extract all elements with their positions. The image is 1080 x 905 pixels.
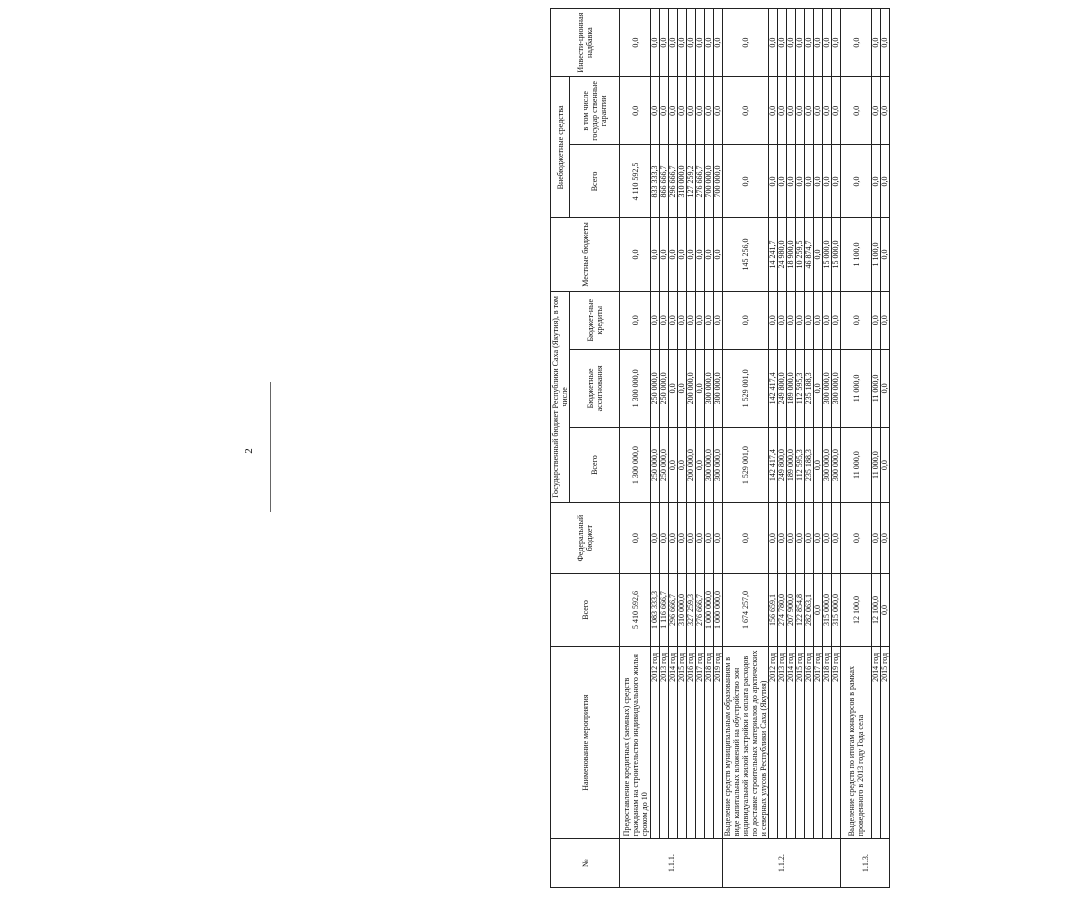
year-value-cell: 310 000,0 — [678, 573, 687, 646]
year-value-cell: 0,0 — [814, 145, 823, 218]
year-value-cell: 276 666,7 — [696, 145, 705, 218]
section-number: 1.1.3. — [841, 839, 890, 888]
year-value-cell: 0,0 — [651, 77, 660, 145]
section-value-cell: 1 300 000,0 — [620, 349, 651, 427]
year-value-cell: 0,0 — [678, 9, 687, 77]
year-value-cell: 282 063,1 — [805, 573, 814, 646]
year-value-cell: 0,0 — [714, 503, 723, 574]
year-value-cell: 0,0 — [714, 291, 723, 349]
header-rep-credit: Бюджет-ные кредиты — [570, 291, 620, 349]
year-value-cell: 0,0 — [881, 218, 890, 291]
year-value-cell: 0,0 — [823, 291, 832, 349]
year-value-cell: 1 000 000,0 — [714, 573, 723, 646]
year-value-cell: 0,0 — [872, 77, 881, 145]
year-label: 2019 год — [832, 646, 841, 838]
year-row — [823, 9, 832, 888]
year-value-cell: 0,0 — [687, 77, 696, 145]
year-value-cell: 0,0 — [678, 218, 687, 291]
section-value-cell: 12 100,0 — [841, 573, 872, 646]
year-value-cell: 0,0 — [705, 291, 714, 349]
year-value-cell: 296 666,7 — [669, 573, 678, 646]
year-row — [796, 9, 805, 888]
year-value-cell: 10 259,5 — [796, 218, 805, 291]
year-value-cell: 300 000,0 — [823, 349, 832, 427]
year-value-cell: 0,0 — [651, 503, 660, 574]
year-label: 2012 год — [769, 646, 778, 838]
year-value-cell: 833 333,3 — [651, 145, 660, 218]
section-value-cell: 11 000,0 — [841, 349, 872, 427]
year-value-cell: 0,0 — [705, 218, 714, 291]
year-value-cell: 15 000,0 — [823, 218, 832, 291]
section-value-cell: 0,0 — [723, 145, 769, 218]
year-value-cell: 0,0 — [696, 291, 705, 349]
section-name: Предоставление кредитных (заемных) средств гражданам на строительство индивидуального жилья сроком до 10 — [620, 646, 651, 838]
section-value-cell: 1 300 000,0 — [620, 427, 651, 502]
year-label: 2015 год — [881, 646, 890, 838]
section-value-cell: 1 100,0 — [841, 218, 872, 291]
year-value-cell: 0,0 — [678, 427, 687, 502]
year-value-cell: 0,0 — [660, 291, 669, 349]
year-value-cell: 250 000,0 — [660, 427, 669, 502]
header-invest: Инвести-ционная надбавка — [551, 9, 620, 77]
year-row — [832, 9, 841, 888]
year-value-cell: 0,0 — [814, 349, 823, 427]
year-value-cell: 0,0 — [778, 77, 787, 145]
year-label: 2018 год — [823, 646, 832, 838]
year-value-cell: 156 659,1 — [769, 573, 778, 646]
year-value-cell: 0,0 — [787, 9, 796, 77]
header-extra-total: Всего — [570, 145, 620, 218]
header-rep-total: Всего — [570, 427, 620, 502]
year-row — [881, 9, 890, 888]
section-value-cell: 0,0 — [620, 291, 651, 349]
section-number: 1.1.1. — [620, 839, 723, 888]
year-value-cell: 249 800,0 — [778, 427, 787, 502]
year-value-cell: 300 000,0 — [705, 427, 714, 502]
year-value-cell: 300 000,0 — [705, 349, 714, 427]
year-value-cell: 276 666,7 — [696, 573, 705, 646]
year-value-cell: 0,0 — [872, 503, 881, 574]
year-value-cell: 0,0 — [814, 427, 823, 502]
header-total: Всего — [551, 573, 620, 646]
year-value-cell: 1 000 000,0 — [705, 573, 714, 646]
section-value-cell: 0,0 — [620, 503, 651, 574]
year-value-cell: 0,0 — [696, 427, 705, 502]
year-value-cell: 15 000,0 — [832, 218, 841, 291]
year-value-cell: 12 100,0 — [872, 573, 881, 646]
year-label: 2019 год — [714, 646, 723, 838]
year-value-cell: 300 000,0 — [823, 427, 832, 502]
year-value-cell: 0,0 — [796, 503, 805, 574]
section-value-cell: 11 000,0 — [841, 427, 872, 502]
year-value-cell: 0,0 — [814, 573, 823, 646]
year-value-cell: 300 000,0 — [714, 427, 723, 502]
year-value-cell: 0,0 — [778, 9, 787, 77]
year-value-cell: 0,0 — [796, 9, 805, 77]
year-value-cell: 200 000,0 — [687, 349, 696, 427]
year-value-cell: 0,0 — [669, 349, 678, 427]
year-value-cell: 189 000,0 — [787, 349, 796, 427]
year-value-cell: 142 417,4 — [769, 427, 778, 502]
separator-line — [270, 382, 271, 512]
year-value-cell: 700 000,0 — [705, 145, 714, 218]
year-value-cell: 0,0 — [669, 9, 678, 77]
year-value-cell: 0,0 — [832, 145, 841, 218]
year-label: 2017 год — [814, 646, 823, 838]
table-body — [620, 9, 890, 888]
year-row — [687, 9, 696, 888]
year-value-cell: 0,0 — [669, 503, 678, 574]
year-value-cell: 0,0 — [714, 9, 723, 77]
year-value-cell: 866 666,7 — [660, 145, 669, 218]
year-value-cell: 0,0 — [678, 349, 687, 427]
year-row — [660, 9, 669, 888]
year-value-cell: 250 000,0 — [660, 349, 669, 427]
section-value-cell: 0,0 — [841, 291, 872, 349]
year-label: 2015 год — [678, 646, 687, 838]
year-value-cell: 0,0 — [787, 145, 796, 218]
year-value-cell: 0,0 — [796, 77, 805, 145]
year-value-cell: 1 100,0 — [872, 218, 881, 291]
year-value-cell: 0,0 — [881, 291, 890, 349]
year-value-cell: 0,0 — [651, 9, 660, 77]
year-value-cell: 315 000,0 — [823, 573, 832, 646]
year-value-cell: 0,0 — [832, 503, 841, 574]
year-value-cell: 0,0 — [769, 9, 778, 77]
year-value-cell: 11 000,0 — [872, 427, 881, 502]
year-value-cell: 0,0 — [814, 503, 823, 574]
year-label: 2013 год — [660, 646, 669, 838]
year-label: 2012 год — [651, 646, 660, 838]
year-value-cell: 0,0 — [881, 427, 890, 502]
year-value-cell: 0,0 — [832, 77, 841, 145]
section-value-cell: 4 110 592,5 — [620, 145, 651, 218]
year-value-cell: 0,0 — [714, 77, 723, 145]
year-label: 2013 год — [778, 646, 787, 838]
year-row — [814, 9, 823, 888]
year-value-cell: 0,0 — [823, 9, 832, 77]
year-value-cell: 0,0 — [805, 77, 814, 145]
year-value-cell: 0,0 — [669, 427, 678, 502]
year-value-cell: 0,0 — [805, 9, 814, 77]
header-no: № — [551, 839, 620, 888]
section-number: 1.1.2. — [723, 839, 841, 888]
year-value-cell: 0,0 — [796, 145, 805, 218]
year-value-cell: 0,0 — [814, 77, 823, 145]
section-value-cell: 1 529 001,0 — [723, 349, 769, 427]
year-value-cell: 0,0 — [823, 77, 832, 145]
year-value-cell: 0,0 — [669, 291, 678, 349]
year-value-cell: 0,0 — [872, 145, 881, 218]
year-label: 2014 год — [787, 646, 796, 838]
year-label: 2014 год — [669, 646, 678, 838]
year-value-cell: 0,0 — [678, 77, 687, 145]
year-value-cell: 0,0 — [805, 503, 814, 574]
section-value-cell: 145 256,0 — [723, 218, 769, 291]
year-value-cell: 112 595,3 — [796, 427, 805, 502]
year-value-cell: 46 874,7 — [805, 218, 814, 291]
year-value-cell: 14 241,7 — [769, 218, 778, 291]
year-row — [651, 9, 660, 888]
year-value-cell: 0,0 — [696, 349, 705, 427]
year-value-cell: 0,0 — [687, 218, 696, 291]
year-value-cell: 0,0 — [660, 9, 669, 77]
year-value-cell: 0,0 — [787, 77, 796, 145]
year-value-cell: 300 000,0 — [714, 349, 723, 427]
year-label: 2017 год — [696, 646, 705, 838]
year-value-cell: 0,0 — [769, 503, 778, 574]
year-value-cell: 0,0 — [660, 77, 669, 145]
section-value-cell: 0,0 — [620, 77, 651, 145]
section-name: Выделение средств по итогам конкурсов в рамках проведенного в 2013 году Года села — [841, 646, 872, 838]
section-value-cell: 0,0 — [723, 291, 769, 349]
header-local: Местные бюджеты — [551, 218, 620, 291]
year-value-cell: 700 000,0 — [714, 145, 723, 218]
year-value-cell: 0,0 — [651, 218, 660, 291]
header-name: Наименование мероприятия — [551, 646, 620, 838]
section-value-cell: 0,0 — [723, 9, 769, 77]
year-value-cell: 0,0 — [881, 349, 890, 427]
year-row — [669, 9, 678, 888]
section-value-cell: 1 529 001,0 — [723, 427, 769, 502]
header-extra-guar: в том числе государ ственные гарантии — [570, 77, 620, 145]
year-value-cell: 0,0 — [881, 77, 890, 145]
year-value-cell: 0,0 — [705, 503, 714, 574]
year-row — [805, 9, 814, 888]
year-value-cell: 189 000,0 — [787, 427, 796, 502]
year-value-cell: 0,0 — [796, 291, 805, 349]
year-value-cell: 250 000,0 — [651, 427, 660, 502]
year-value-cell: 235 188,3 — [805, 427, 814, 502]
year-value-cell: 0,0 — [832, 291, 841, 349]
year-value-cell: 112 595,3 — [796, 349, 805, 427]
year-label: 2016 год — [687, 646, 696, 838]
year-value-cell: 0,0 — [814, 291, 823, 349]
section-value-cell: 5 410 592,6 — [620, 573, 651, 646]
year-label: 2014 год — [872, 646, 881, 838]
section-name: Выделение средств муниципальным образованиям в виде капитальных вложений на обустройство зон индивидуальной жилой застройки и оплата расходов по доставке строительных материалов до арктических и северных улусов Республики Саха (Якутия) — [723, 646, 769, 838]
year-value-cell: 249 800,0 — [778, 349, 787, 427]
year-value-cell: 18 900,0 — [787, 218, 796, 291]
year-value-cell: 0,0 — [678, 291, 687, 349]
year-value-cell: 0,0 — [696, 503, 705, 574]
year-row — [714, 9, 723, 888]
year-value-cell: 24 980,0 — [778, 218, 787, 291]
section-value-cell: 0,0 — [841, 145, 872, 218]
year-value-cell: 0,0 — [823, 145, 832, 218]
year-value-cell: 250 000,0 — [651, 349, 660, 427]
year-label: 2018 год — [705, 646, 714, 838]
year-value-cell: 11 000,0 — [872, 349, 881, 427]
year-row — [696, 9, 705, 888]
year-value-cell: 274 780,0 — [778, 573, 787, 646]
year-value-cell: 0,0 — [687, 9, 696, 77]
header-rep-alloc: Бюджетные ассигнования — [570, 349, 620, 427]
year-label: 2016 год — [805, 646, 814, 838]
year-value-cell: 0,0 — [832, 9, 841, 77]
year-value-cell: 0,0 — [769, 145, 778, 218]
year-value-cell: 0,0 — [823, 503, 832, 574]
section-row — [723, 9, 769, 888]
year-value-cell: 207 900,0 — [787, 573, 796, 646]
section-row — [620, 9, 651, 888]
year-value-cell: 0,0 — [787, 291, 796, 349]
section-value-cell: 0,0 — [620, 9, 651, 77]
year-label: 2015 год — [796, 646, 805, 838]
year-row — [678, 9, 687, 888]
year-value-cell: 300 000,0 — [832, 349, 841, 427]
year-value-cell: 0,0 — [881, 573, 890, 646]
year-value-cell: 235 188,3 — [805, 349, 814, 427]
year-row — [769, 9, 778, 888]
year-value-cell: 0,0 — [872, 291, 881, 349]
section-value-cell: 0,0 — [723, 503, 769, 574]
year-value-cell: 142 417,4 — [769, 349, 778, 427]
year-value-cell: 0,0 — [696, 218, 705, 291]
year-value-cell: 0,0 — [881, 503, 890, 574]
year-value-cell: 300 000,0 — [832, 427, 841, 502]
year-value-cell: 327 259,3 — [687, 573, 696, 646]
year-value-cell: 0,0 — [805, 291, 814, 349]
header-extra: Внебюджетные средства — [551, 77, 570, 218]
year-value-cell: 0,0 — [714, 218, 723, 291]
year-value-cell: 0,0 — [881, 145, 890, 218]
year-value-cell: 0,0 — [696, 77, 705, 145]
year-value-cell: 1 116 666,7 — [660, 573, 669, 646]
section-row — [841, 9, 872, 888]
year-value-cell: 0,0 — [705, 77, 714, 145]
year-value-cell: 127 259,2 — [687, 145, 696, 218]
year-value-cell: 0,0 — [769, 77, 778, 145]
year-value-cell: 0,0 — [651, 291, 660, 349]
year-row — [778, 9, 787, 888]
year-value-cell: 0,0 — [687, 503, 696, 574]
year-value-cell: 0,0 — [805, 145, 814, 218]
year-value-cell: 315 000,0 — [832, 573, 841, 646]
year-value-cell: 200 000,0 — [687, 427, 696, 502]
year-row — [705, 9, 714, 888]
year-value-cell: 0,0 — [787, 503, 796, 574]
year-value-cell: 0,0 — [778, 145, 787, 218]
year-value-cell: 0,0 — [669, 77, 678, 145]
section-value-cell: 0,0 — [841, 77, 872, 145]
year-value-cell: 0,0 — [660, 218, 669, 291]
header-federal: Федеральный бюджет — [551, 503, 620, 574]
year-value-cell: 0,0 — [881, 9, 890, 77]
year-value-cell: 0,0 — [696, 9, 705, 77]
year-value-cell: 0,0 — [705, 9, 714, 77]
year-row — [787, 9, 796, 888]
section-value-cell: 0,0 — [841, 9, 872, 77]
year-value-cell: 0,0 — [678, 503, 687, 574]
section-value-cell: 0,0 — [841, 503, 872, 574]
year-value-cell: 122 854,8 — [796, 573, 805, 646]
section-value-cell: 0,0 — [723, 77, 769, 145]
year-value-cell: 0,0 — [814, 9, 823, 77]
year-value-cell: 0,0 — [872, 9, 881, 77]
year-value-cell: 296 666,7 — [669, 145, 678, 218]
rotated-page — [550, 8, 1080, 888]
section-value-cell: 1 674 257,0 — [723, 573, 769, 646]
year-row — [872, 9, 881, 888]
funding-table — [550, 8, 890, 888]
year-value-cell: 0,0 — [687, 291, 696, 349]
year-value-cell: 0,0 — [778, 291, 787, 349]
year-value-cell: 0,0 — [814, 218, 823, 291]
year-value-cell: 0,0 — [660, 503, 669, 574]
page-number: 2 — [242, 448, 255, 454]
year-value-cell: 0,0 — [669, 218, 678, 291]
year-value-cell: 0,0 — [769, 291, 778, 349]
header-republic: Государственный бюджет Республики Саха (Якутия), в том числе — [551, 291, 570, 503]
section-value-cell: 0,0 — [620, 218, 651, 291]
year-value-cell: 1 083 333,3 — [651, 573, 660, 646]
year-value-cell: 310 000,0 — [678, 145, 687, 218]
year-value-cell: 0,0 — [778, 503, 787, 574]
